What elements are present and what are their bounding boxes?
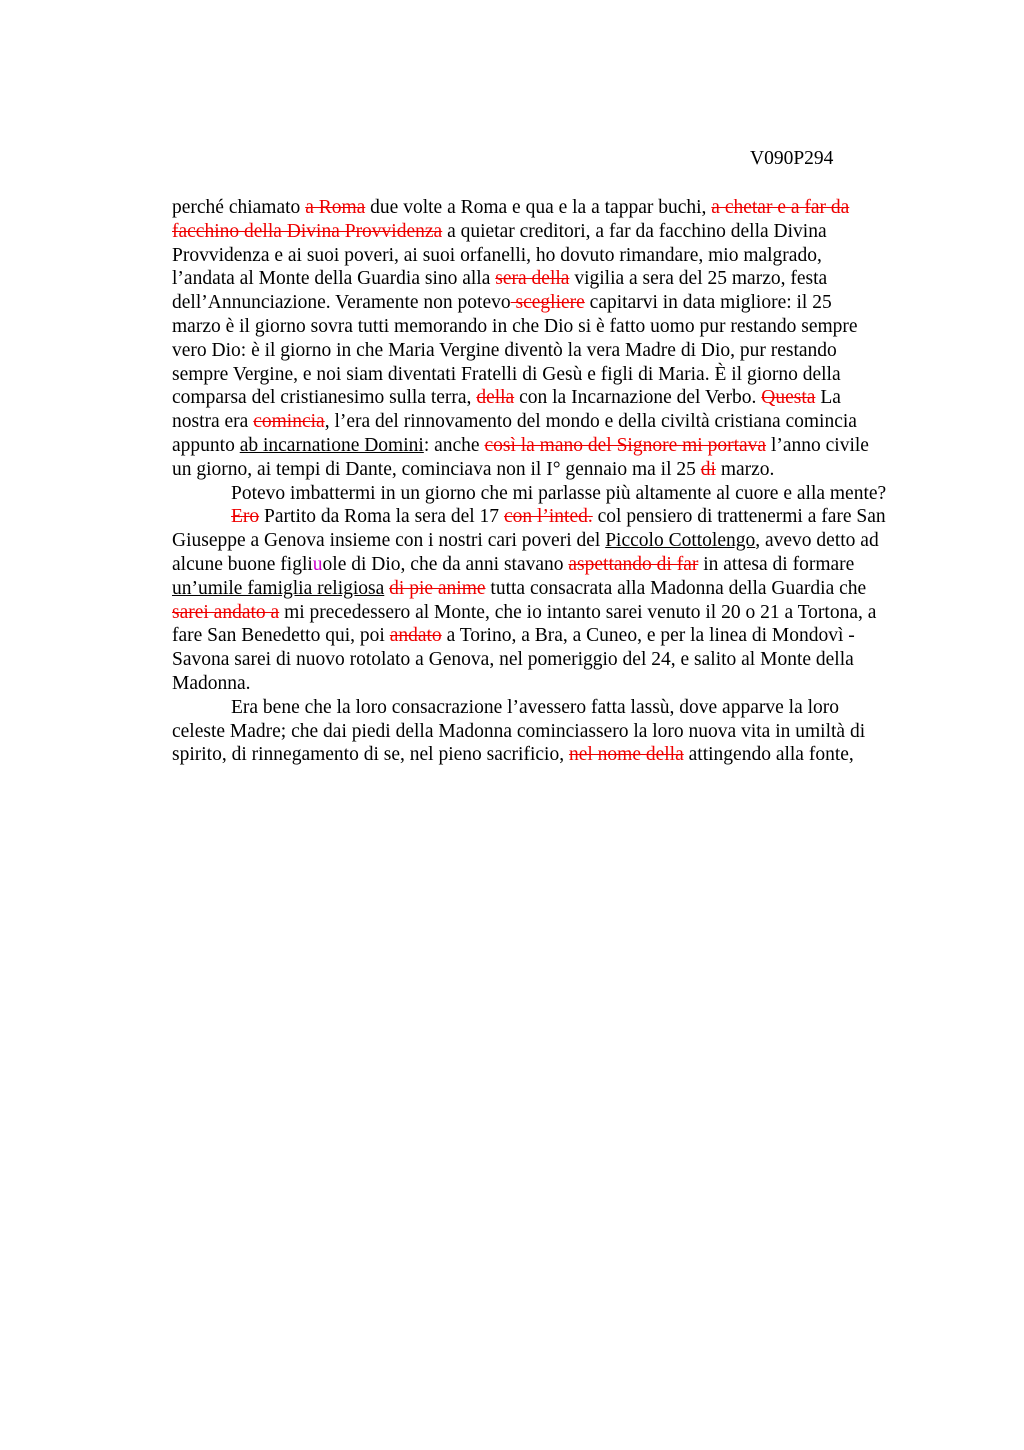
text-run: marzo. bbox=[715, 458, 775, 480]
text-run: fare San Benedetto qui, poi bbox=[172, 625, 390, 647]
text-run: Madonna. bbox=[172, 672, 251, 694]
underlined-text: un’umile famiglia religiosa bbox=[172, 577, 385, 599]
text-line bbox=[172, 196, 932, 220]
text-run: col pensiero di trattenermi a fare San bbox=[592, 506, 886, 528]
text-run: sempre Vergine, e noi siam diventati Fratelli di Gesù e figli di Maria. È il giorno della bbox=[172, 363, 841, 385]
text-run: in attesa di formare bbox=[698, 553, 855, 575]
text-line bbox=[172, 648, 932, 672]
deleted-text: Questa bbox=[761, 387, 816, 409]
text-run: Provvidenza e ai suoi poveri, ai suoi orfanelli, ho dovuto rimandare, mio malgrado, bbox=[172, 244, 822, 266]
text-line bbox=[172, 363, 932, 387]
text-run: capitarvi in data migliore: il 25 bbox=[584, 292, 832, 314]
text-run: celeste Madre; che dai piedi della Madonna cominciassero la loro nuova vita in umiltà di bbox=[172, 720, 866, 742]
deleted-text: scegliere bbox=[510, 292, 585, 314]
page-identifier: V090P294 bbox=[750, 148, 834, 169]
underlined-text: ab incarnatione Domini bbox=[239, 434, 424, 456]
text-run: , l’era del rinnovamento del mondo e della civiltà cristiana comincia bbox=[324, 411, 857, 433]
text-run: attingendo alla fonte, bbox=[683, 744, 854, 766]
text-run: marzo è il giorno sovra tutti memorando in che Dio si è fatto uomo pur restando sempre bbox=[172, 315, 858, 337]
deleted-text: facchino della Divina Provvidenza bbox=[172, 220, 443, 242]
text-run: Savona sarei di nuovo rotolato a Genova, nel pomeriggio del 24, e salito al Monte della bbox=[172, 649, 854, 671]
deleted-text: sera della bbox=[495, 268, 570, 290]
text-run: Giuseppe a Genova insieme con i nostri cari poveri del bbox=[172, 530, 606, 552]
text-run: un giorno, ai tempi di Dante, cominciava non il I° gennaio ma il 25 bbox=[172, 458, 701, 480]
text-run: : anche bbox=[423, 434, 485, 456]
text-run: perché chiamato bbox=[172, 197, 306, 218]
text-line bbox=[172, 553, 932, 577]
text-line bbox=[172, 601, 932, 625]
inserted-text: u bbox=[312, 553, 323, 575]
text-line bbox=[172, 315, 932, 339]
text-line bbox=[172, 458, 932, 482]
deleted-text: sarei andato a bbox=[172, 601, 280, 623]
text-run: appunto bbox=[172, 434, 240, 456]
underlined-text: Piccolo Cottolengo bbox=[605, 530, 756, 552]
text-line bbox=[172, 624, 932, 648]
text-line bbox=[172, 505, 932, 529]
deleted-text: aspettando di far bbox=[568, 553, 699, 575]
deleted-text: della bbox=[476, 387, 515, 409]
text-line bbox=[172, 291, 932, 315]
text-run: Potevo imbattermi in un giorno che mi parlasse più altamente al cuore e alla mente? bbox=[231, 482, 887, 504]
text-run: vero Dio: è il giorno in che Maria Vergine diventò la vera Madre di Dio, pur restando bbox=[172, 339, 837, 361]
deleted-text: comincia bbox=[253, 411, 325, 433]
text-run: , avevo detto ad bbox=[755, 530, 879, 552]
text-run: dell’Annunciazione. Veramente non potevo bbox=[172, 292, 511, 314]
text-run: a Torino, a Bra, a Cuneo, e per la linea di Mondovì - bbox=[441, 625, 855, 647]
text-line bbox=[172, 577, 932, 601]
text-run: mi precedessero al Monte, che io intanto sarei venuto il 20 o 21 a Tortona, a bbox=[279, 601, 877, 623]
text-run: vigilia a sera del 25 marzo, festa bbox=[569, 268, 828, 290]
deleted-text: andato bbox=[389, 625, 442, 647]
text-line bbox=[172, 386, 932, 410]
manuscript-text bbox=[172, 196, 932, 767]
text-run: Partito da Roma la sera del 17 bbox=[259, 506, 504, 528]
text-run: due volte a Roma e qua e la a tappar buchi, bbox=[365, 197, 712, 218]
text-line bbox=[172, 672, 932, 696]
text-line bbox=[172, 267, 932, 291]
text-run: l’anno civile bbox=[766, 434, 869, 456]
text-run: a quietar creditori, a far da facchino della Divina bbox=[442, 220, 827, 242]
deleted-text: Ero bbox=[231, 506, 260, 528]
text-line bbox=[172, 720, 932, 744]
text-line bbox=[172, 244, 932, 268]
text-run: Era bene che la loro consacrazione l’avessero fatta lassù, dove apparve la loro bbox=[231, 696, 840, 718]
text-line bbox=[172, 482, 932, 506]
text-line bbox=[172, 220, 932, 244]
deleted-text: così la mano del Signore mi portava bbox=[484, 434, 767, 456]
deleted-text: nel nome della bbox=[568, 744, 684, 766]
deleted-text: con l’inted. bbox=[503, 506, 593, 528]
deleted-text: a chetar e a far da bbox=[711, 197, 850, 218]
text-run: spirito, di rinnegamento di se, nel pieno sacrificio, bbox=[172, 744, 569, 766]
text-run: alcune buone figli bbox=[172, 553, 313, 575]
text-line bbox=[172, 696, 932, 720]
text-line bbox=[172, 743, 932, 767]
text-line bbox=[172, 410, 932, 434]
text-run: nostra era bbox=[172, 411, 254, 433]
text-line bbox=[172, 434, 932, 458]
text-line bbox=[172, 529, 932, 553]
text-run: ole di Dio, che da anni stavano bbox=[322, 553, 569, 575]
deleted-text: di pie anime bbox=[389, 577, 486, 599]
text-run: l’andata al Monte della Guardia sino alla bbox=[172, 268, 496, 290]
text-run: La bbox=[815, 387, 841, 409]
text-line bbox=[172, 339, 932, 363]
text-run: con la Incarnazione del Verbo. bbox=[514, 387, 762, 409]
text-run: comparsa del cristianesimo sulla terra, bbox=[172, 387, 477, 409]
deleted-text: di bbox=[700, 458, 716, 480]
text-run: tutta consacrata alla Madonna della Guardia che bbox=[485, 577, 867, 599]
deleted-text: a Roma bbox=[305, 197, 366, 218]
